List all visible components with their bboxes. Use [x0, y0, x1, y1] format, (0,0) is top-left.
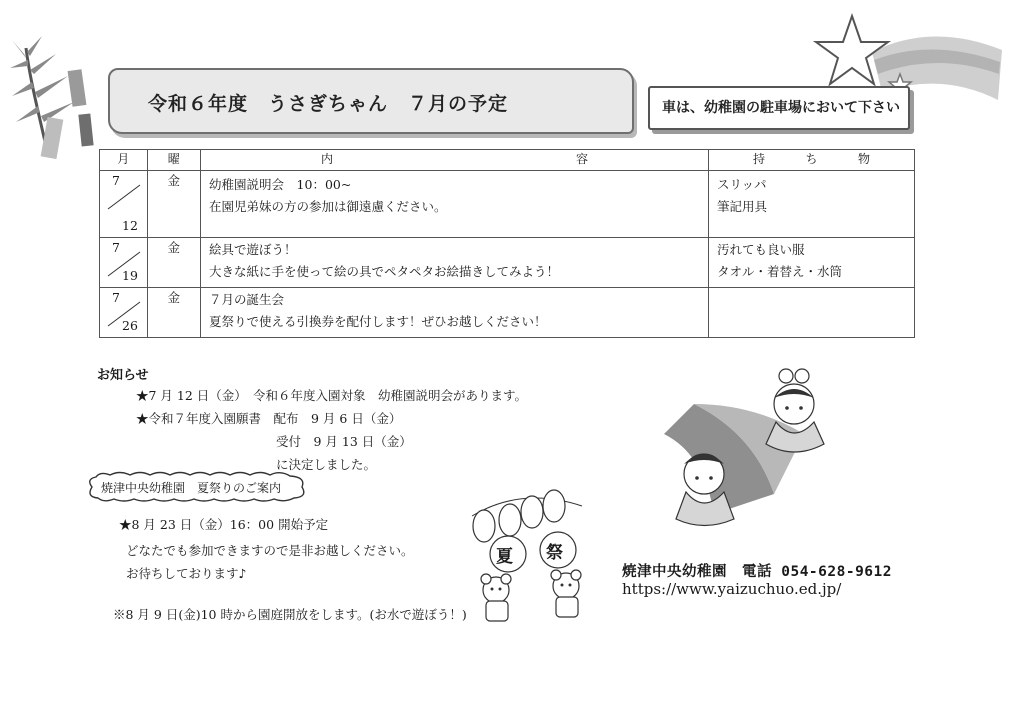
date-cell — [100, 238, 148, 288]
content-cell — [201, 238, 709, 288]
content-line: 夏祭りで使える引換券を配付します！ぜひお越しください！ — [209, 314, 547, 329]
content-line: 大きな紙に手を使って絵の具でペタペタお絵描きしてみよう！ — [209, 264, 560, 279]
content-cell — [201, 288, 709, 338]
weekday-cell: 金 — [147, 238, 200, 288]
contact-line: 焼津中央幼稚園 電話 054-628-9612 — [622, 564, 892, 580]
table-row — [100, 171, 915, 238]
header-month: 月 — [100, 150, 148, 171]
festival-illustration — [462, 486, 612, 626]
header-items — [708, 150, 914, 171]
item-line: 汚れても良い服 — [716, 242, 805, 257]
items-cell — [708, 171, 914, 238]
notice-heading: お知らせ — [97, 368, 149, 383]
header-items-1: 持 — [752, 152, 765, 166]
content-line: ７月の誕生会 — [209, 292, 285, 307]
header-content — [201, 150, 709, 171]
bamboo-decoration — [8, 30, 118, 160]
header-items-2: ち — [805, 152, 818, 166]
notice-line: 受付 9 月 13 日（金） — [276, 434, 412, 449]
items-cell — [708, 288, 914, 338]
garden-open-notice: ※8 月 9 日(金)10 時から園庭開放をします。(お水で遊ぼう！) — [113, 607, 467, 622]
notice-line: ★7 月 12 日（金） 令和６年度入園対象 幼稚園説明会があります。 — [136, 388, 528, 403]
fan-text-summer: 夏 — [496, 547, 513, 567]
table-row — [100, 238, 915, 288]
tanabata-characters-illustration — [654, 364, 864, 539]
parking-notice: 車は、幼稚園の駐車場において下さい — [662, 100, 900, 116]
festival-label: 焼津中央幼稚園 夏祭りのご案内 — [101, 481, 282, 495]
date-slash — [104, 183, 144, 211]
notice-line: に決定しました。 — [276, 457, 377, 472]
festival-line: ★8 月 23 日（金）16：00 開始予定 — [119, 517, 329, 532]
date-day: 26 — [122, 318, 138, 333]
content-line: 幼稚園説明会 10：00~ — [209, 177, 352, 192]
date-day: 19 — [122, 268, 138, 283]
weekday-cell: 金 — [147, 171, 200, 238]
date-month: 7 — [112, 173, 120, 188]
table-header-row — [100, 150, 915, 171]
items-cell — [708, 238, 914, 288]
website-url[interactable]: https://www.yaizuchuo.ed.jp/ — [622, 580, 842, 598]
date-month: 7 — [112, 290, 120, 305]
content-line: 絵具で遊ぼう！ — [209, 242, 297, 257]
fan-text-festival: 祭 — [546, 543, 563, 563]
festival-line: どなたでも参加できますので是非お越しください。 — [126, 543, 414, 558]
notice-line: ★令和７年度入園願書 配布 9 月 6 日（金） — [136, 411, 402, 426]
schedule-table — [99, 149, 915, 338]
date-cell — [100, 171, 148, 238]
item-line: タオル・着替え・水筒 — [716, 264, 842, 279]
table-row — [100, 288, 915, 338]
weekday-cell: 金 — [147, 288, 200, 338]
page-title: 令和６年度 うさぎちゃん ７月の予定 — [148, 93, 509, 115]
header-content-a: 内 — [321, 152, 334, 166]
festival-line: お待ちしております♪ — [126, 566, 247, 581]
item-line: 筆記用具 — [716, 199, 767, 214]
item-line: スリッパ — [716, 177, 767, 192]
date-month: 7 — [112, 240, 120, 255]
date-cell — [100, 288, 148, 338]
content-line: 在園児弟妹の方の参加は御遠慮ください。 — [209, 199, 447, 214]
header-weekday: 曜 — [147, 150, 200, 171]
date-day: 12 — [122, 218, 138, 233]
header-items-3: 物 — [857, 152, 870, 166]
header-content-b: 容 — [575, 152, 588, 166]
content-cell — [201, 171, 709, 238]
